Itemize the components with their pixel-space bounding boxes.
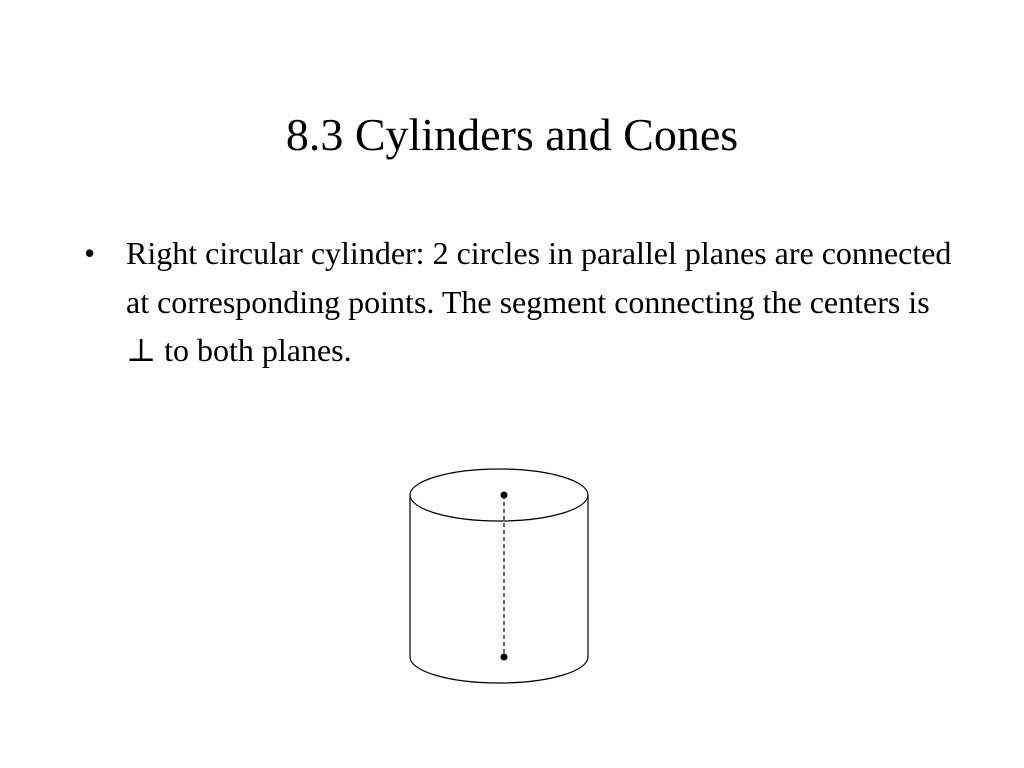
cylinder-bottom-arc: [410, 657, 588, 683]
slide-title: 8.3 Cylinders and Cones: [285, 109, 739, 160]
top-center-point: [501, 492, 508, 499]
bullet-marker: •: [84, 235, 96, 271]
cylinder-diagram: [400, 460, 600, 690]
bottom-center-point: [501, 654, 508, 661]
bullet-list: [84, 229, 964, 375]
bullet-text: Right circular cylinder: 2 circles in parallel planes are connected at corresponding points. The segment connecting the centers is ⊥ to both planes.: [126, 235, 952, 368]
cylinder-top-ellipse: [410, 469, 588, 521]
bullet-item: [84, 229, 964, 375]
